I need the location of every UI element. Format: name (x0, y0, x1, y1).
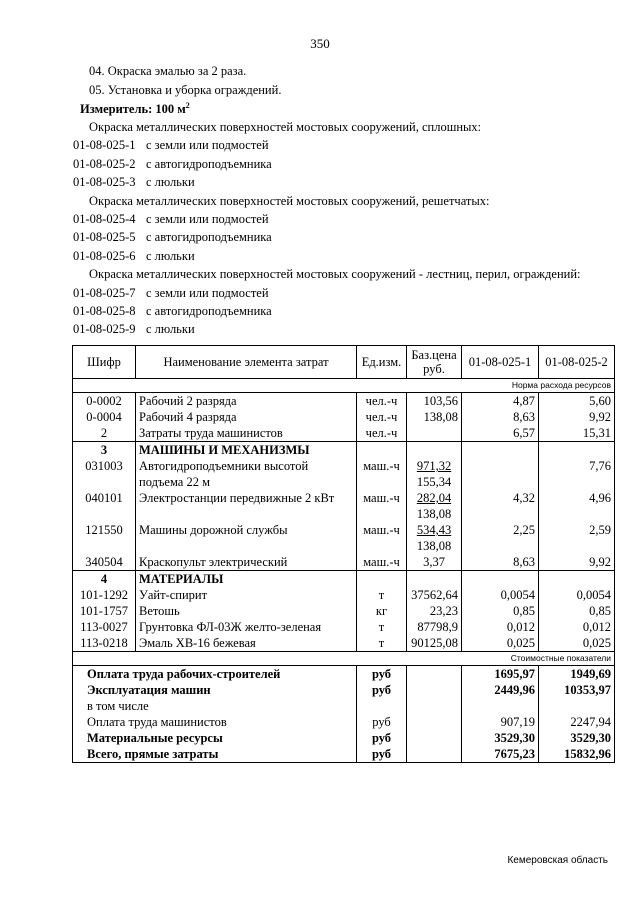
header-name: Наименование элемента затрат (136, 346, 357, 379)
cell-price: 90125,08 (407, 635, 462, 652)
code-item-label: с земли или подмостей (146, 212, 269, 226)
code-item-label: с автогидроподъемника (146, 304, 272, 318)
summary-row (73, 714, 615, 730)
cell-value-2: 9,92 (539, 409, 615, 425)
summary-row (73, 730, 615, 746)
cell-value-1 (462, 458, 539, 490)
section-title: Окраска металлических поверхностей мостовых сооружений - лестниц, перил, ограждений: (89, 267, 581, 282)
summary-value-1: 2449,96 (462, 682, 539, 698)
cell-price (407, 554, 462, 571)
code-item (73, 230, 272, 245)
cell-code: 113-0027 (73, 619, 136, 635)
header-code: Шифр (73, 346, 136, 379)
section-heading-row (73, 442, 615, 459)
cell-value-2: 4,96 (539, 490, 615, 522)
code-item-label: с автогидроподъемника (146, 156, 272, 171)
summary-row (73, 698, 615, 714)
code-item (73, 212, 269, 227)
summary-value-2: 10353,97 (539, 682, 615, 698)
summary-row (73, 666, 615, 683)
code-item (73, 157, 272, 172)
summary-value-2: 1949,69 (539, 666, 615, 683)
summary-value-1: 3529,30 (462, 730, 539, 746)
cell-value-2: 0,012 (539, 619, 615, 635)
cell-empty (407, 698, 462, 714)
cell-value-1: 4,32 (462, 490, 539, 522)
code-item-label: с автогидроподъемника (146, 230, 272, 245)
cell-empty (407, 442, 462, 459)
cell-value-2: 2,59 (539, 522, 615, 554)
code-item (73, 249, 195, 264)
norm-caption (73, 379, 615, 393)
summary-name: Эксплуатация машин (73, 682, 357, 698)
code-item-code: 01-08-025-4 (73, 212, 136, 226)
cell-name: Рабочий 4 разряда (136, 409, 357, 425)
cell-name: Грунтовка ФЛ-03Ж желто-зеленая (136, 619, 357, 635)
summary-value-1: 1695,97 (462, 666, 539, 683)
summary-value-1: 907,19 (462, 714, 539, 730)
summary-value-2: 15832,96 (539, 746, 615, 763)
cell-unit: кг (357, 603, 407, 619)
cell-unit: маш.-ч (357, 554, 407, 571)
cell-unit: маш.-ч (357, 490, 407, 522)
code-item-label: с земли или подмостей (146, 285, 269, 300)
table-row (73, 587, 615, 603)
cell-code: 0-0004 (73, 409, 136, 425)
code-item-code: 01-08-025-7 (73, 285, 136, 300)
cell-name (136, 522, 357, 554)
summary-name: Оплата труда рабочих-строителей (73, 666, 357, 683)
cell-price: 23,23 (407, 603, 462, 619)
summary-unit: руб (357, 730, 407, 746)
table-row (73, 619, 615, 635)
cell-value-1: 0,012 (462, 619, 539, 635)
cell-value-2: 0,0054 (539, 587, 615, 603)
table-body (73, 379, 615, 763)
cell-price: 138,08 (407, 409, 462, 425)
section-title: Окраска металлических поверхностей мостовых сооружений, сплошных: (89, 120, 482, 134)
footer-region: Кемеровская область (507, 855, 608, 866)
intro-line: 05. Установка и уборка ограждений. (89, 83, 282, 97)
cell-value-1: 4,87 (462, 393, 539, 410)
cell-price-line: 971,32 (416, 459, 452, 473)
cell-code: 101-1757 (73, 603, 136, 619)
cell-empty (539, 442, 615, 459)
cost-caption (73, 652, 615, 666)
cell-empty (462, 442, 539, 459)
cell-price-line: 138,08 (416, 507, 452, 521)
header-price-line: Баз.цена (411, 348, 457, 362)
measure-superscript: 2 (185, 101, 190, 110)
cell-value-1: 8,63 (462, 409, 539, 425)
cost-table (72, 345, 615, 763)
measure-label (80, 101, 190, 117)
cell-unit: чел.-ч (357, 409, 407, 425)
code-item (73, 175, 195, 190)
code-item-code: 01-08-025-1 (73, 138, 136, 153)
cell-code: 101-1292 (73, 587, 136, 603)
cell-empty (539, 571, 615, 588)
heading-name: МАТЕРИАЛЫ (136, 571, 357, 588)
summary-name: Оплата труда машинистов (73, 714, 357, 730)
header-price (407, 346, 462, 379)
cell-empty (462, 571, 539, 588)
summary-unit: руб (357, 682, 407, 698)
cell-empty (407, 666, 462, 683)
header-unit: Ед.изм. (357, 346, 407, 379)
summary-name: Всего, прямые затраты (73, 746, 357, 763)
cell-price-line: 155,34 (416, 475, 452, 489)
table-row (73, 393, 615, 410)
intro-line: 04. Окраска эмалью за 2 раза. (89, 64, 247, 78)
cell-name: Рабочий 2 разряда (136, 393, 357, 410)
summary-row (73, 746, 615, 763)
cell-code: 121550 (73, 522, 136, 554)
cell-name (136, 490, 357, 522)
code-item (73, 138, 269, 153)
table-header-row (73, 346, 615, 379)
cell-unit: чел.-ч (357, 425, 407, 442)
norm-caption-text: Норма расхода ресурсов (73, 379, 615, 393)
cell-price: 103,56 (407, 393, 462, 410)
code-item (73, 286, 269, 301)
code-item (73, 322, 195, 337)
cell-empty (407, 730, 462, 746)
cell-name: Ветошь (136, 603, 357, 619)
cell-value-2: 9,92 (539, 554, 615, 571)
code-item-label: с земли или подмостей (146, 138, 269, 153)
code-item-label: с люльки (146, 175, 195, 190)
cell-code: 113-0218 (73, 635, 136, 652)
table-row (73, 635, 615, 652)
table-row (73, 409, 615, 425)
summary-row (73, 682, 615, 698)
cell-value-1: 6,57 (462, 425, 539, 442)
cell-value-2: 7,76 (539, 458, 615, 490)
cell-name (136, 458, 357, 490)
summary-value-1: 7675,23 (462, 746, 539, 763)
code-item-code: 01-08-025-3 (73, 175, 136, 190)
cell-price (407, 490, 462, 522)
table-row (73, 490, 615, 522)
cell-value-1: 2,25 (462, 522, 539, 554)
table-row (73, 554, 615, 571)
table-row (73, 603, 615, 619)
cell-empty (357, 442, 407, 459)
cell-value-2: 0,025 (539, 635, 615, 652)
cell-empty (407, 682, 462, 698)
cost-caption-text: Стоимостные показатели (73, 652, 615, 666)
cell-value-1: 0,0054 (462, 587, 539, 603)
cell-price-line: 534,43 (416, 523, 452, 537)
cell-empty (407, 714, 462, 730)
cell-name-line: Краскопульт электрический (139, 555, 288, 569)
summary-value-1 (462, 698, 539, 714)
cell-unit: т (357, 587, 407, 603)
cell-value-1: 0,85 (462, 603, 539, 619)
cell-price: 87798,9 (407, 619, 462, 635)
heading-code: 3 (73, 442, 136, 459)
cell-unit: чел.-ч (357, 393, 407, 410)
cell-unit: маш.-ч (357, 522, 407, 554)
summary-unit (357, 698, 407, 714)
cell-code: 2 (73, 425, 136, 442)
cell-name-line: Электростанции передвижные 2 кВт (139, 491, 335, 505)
cell-unit: т (357, 619, 407, 635)
cell-empty (357, 571, 407, 588)
code-item-code: 01-08-025-6 (73, 248, 136, 263)
cell-name: Затраты труда машинистов (136, 425, 357, 442)
summary-unit: руб (357, 746, 407, 763)
summary-value-2: 3529,30 (539, 730, 615, 746)
heading-code: 4 (73, 571, 136, 588)
header-col1: 01-08-025-1 (462, 346, 539, 379)
header-col2: 01-08-025-2 (539, 346, 615, 379)
cell-value-2: 0,85 (539, 603, 615, 619)
cell-price: 37562,64 (407, 587, 462, 603)
table-row (73, 425, 615, 442)
cell-code: 0-0002 (73, 393, 136, 410)
cell-name-line: Автогидроподъемники высотой (139, 459, 309, 473)
cell-value-1: 0,025 (462, 635, 539, 652)
cell-price (407, 425, 462, 442)
code-item (73, 304, 272, 319)
summary-unit: руб (357, 666, 407, 683)
cell-name: Уайт-спирит (136, 587, 357, 603)
cell-price-line: 282,04 (416, 491, 452, 505)
heading-name: МАШИНЫ И МЕХАНИЗМЫ (136, 442, 357, 459)
summary-value-2: 2247,94 (539, 714, 615, 730)
code-item-code: 01-08-025-5 (73, 230, 136, 245)
code-item-code: 01-08-025-2 (73, 156, 136, 171)
cell-name-line: подъема 22 м (139, 475, 210, 489)
cell-price-line: 138,08 (416, 539, 452, 553)
measure-text: Измеритель: 100 м (80, 102, 186, 117)
code-item-code: 01-08-025-9 (73, 322, 136, 337)
section-heading-row (73, 571, 615, 588)
cell-name (136, 554, 357, 571)
section-title: Окраска металлических поверхностей мостовых сооружений, решетчатых: (89, 193, 490, 208)
cell-name-line: Машины дорожной службы (139, 523, 288, 537)
header-price-line: руб. (423, 362, 445, 376)
table-row (73, 522, 615, 554)
cell-code: 031003 (73, 458, 136, 490)
cell-value-2: 5,60 (539, 393, 615, 410)
cell-value-1: 8,63 (462, 554, 539, 571)
cell-name: Эмаль ХВ-16 бежевая (136, 635, 357, 652)
summary-unit: руб (357, 714, 407, 730)
page-number: 350 (310, 36, 330, 51)
code-item-code: 01-08-025-8 (73, 304, 136, 318)
cell-code: 340504 (73, 554, 136, 571)
cell-price-line: 3,37 (423, 555, 445, 569)
cell-unit: маш.-ч (357, 458, 407, 490)
summary-name: Материальные ресурсы (73, 730, 357, 746)
summary-value-2 (539, 698, 615, 714)
cell-empty (407, 571, 462, 588)
summary-name: в том числе (73, 698, 357, 714)
table-row (73, 458, 615, 490)
cell-price (407, 522, 462, 554)
cell-price (407, 458, 462, 490)
cell-code: 040101 (73, 490, 136, 522)
code-item-label: с люльки (146, 322, 195, 337)
cell-value-2: 15,31 (539, 425, 615, 442)
cell-empty (407, 746, 462, 763)
cell-unit: т (357, 635, 407, 652)
code-item-label: с люльки (146, 248, 195, 263)
